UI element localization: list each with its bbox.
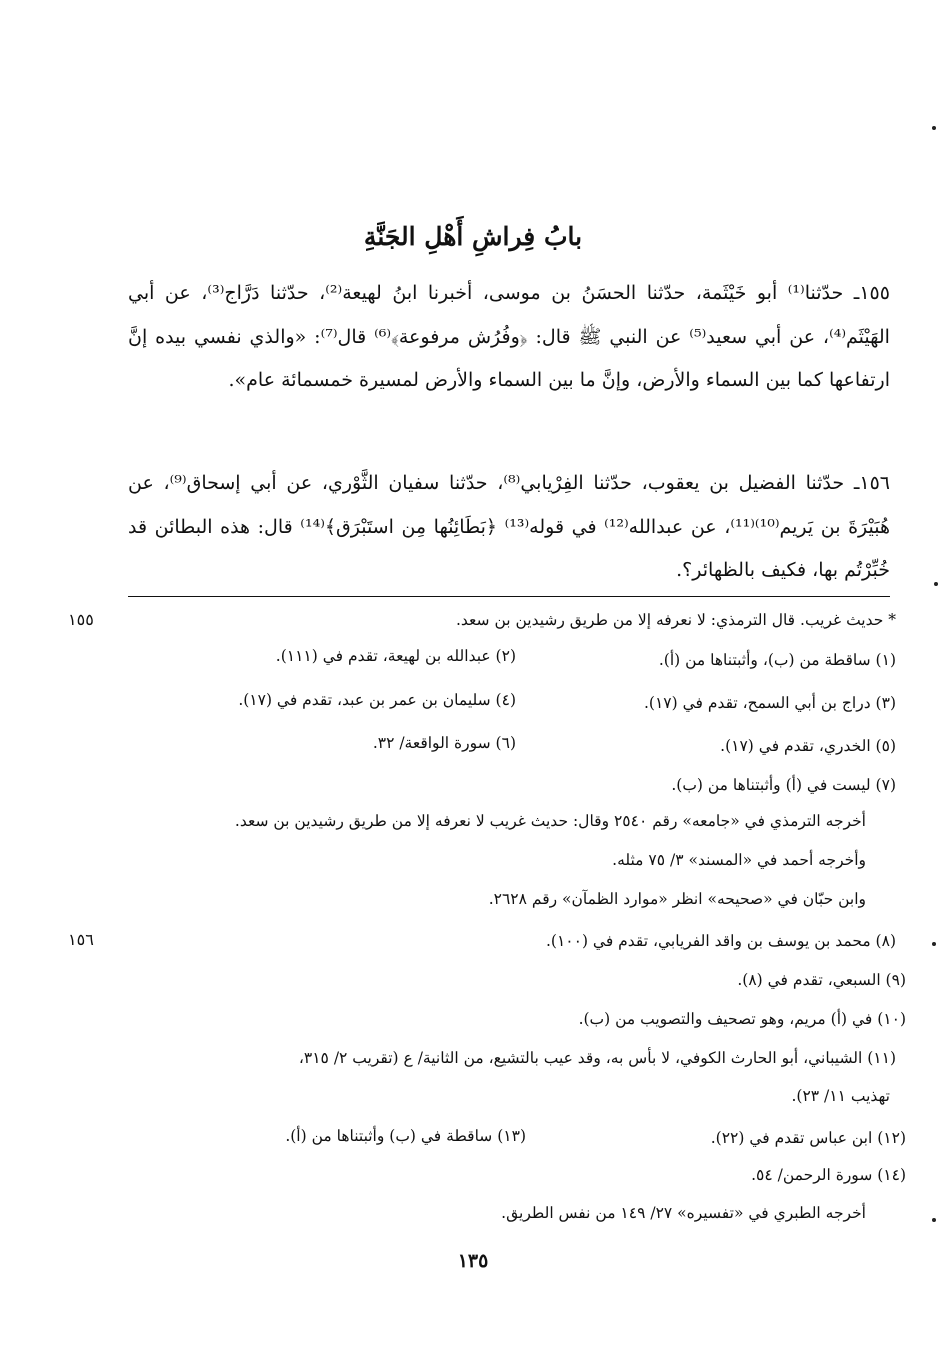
takhrij-155-ibn-hibban: وابن حبّان في «صحيحه» انظر «موارد الظمآن» رقم ٢٦٢٨.	[488, 890, 866, 908]
margin-number-155: ١٥٥	[68, 610, 94, 629]
footnote-11: (١١) الشيباني، أبو الحارث الكوفي، لا بأس به، وقد عيب بالتشيع، من الثانية/ ع (تقريب ٢/ ٣١٥،	[298, 1049, 896, 1067]
footnote-3: (٣) دراج بن أبي السمح، تقدم في (١٧).	[643, 694, 896, 712]
scan-speck	[934, 582, 938, 586]
page-number: ١٣٥	[457, 1250, 489, 1272]
footnote-7: (٧) ليست في (أ) وأثبتناها من (ب).	[671, 776, 896, 794]
footnote-6: (٦) سورة الواقعة/ ٣٢.	[372, 734, 516, 752]
footnote-10: (١٠) في (أ) مريم، وهو تصحيف والتصويب من (ب).	[578, 1010, 906, 1028]
footnote-11-continued: تهذيب ١١/ ٢٣).	[791, 1087, 890, 1105]
takhrij-155-tirmidhi: أخرجه الترمذي في «جامعه» رقم ٢٥٤٠ وقال: حديث غريب لا نعرفه إلا من طريق رشيدين بن سعد.	[234, 812, 866, 830]
scan-speck	[932, 942, 936, 946]
takhrij-156-tabari: أخرجه الطبري في «تفسيره» ٢٧/ ١٤٩ من نفس الطريق.	[501, 1204, 866, 1222]
footnote-13: (١٣) ساقطة في (ب) وأثبتناها من (أ).	[285, 1127, 526, 1145]
scan-speck	[932, 1218, 936, 1222]
footnote-9: (٩) السبعي، تقدم في (٨).	[737, 971, 906, 989]
hadith-155-text: ١٥٥ـ حدّثنا⁽¹⁾ أبو خَيْثَمة، حدّثنا الحسَنُ بن موسى، أخبرنا ابنُ لهيعة⁽²⁾، حدّثنا دَرَّاج⁽³⁾، عن أبي الهَيْثَم⁽⁴⁾، عن أبي سعيد⁽⁵⁾ عن النبي ﷺ قال: ﴿وفُرُش مرفوعة﴾⁽⁶⁾ قال⁽⁷⁾: «والذي نفسي بيده إنَّ ارتفاعها كما بين السماء والأرض، وإنَّ ما بين السماء والأرض لمسيرة خمسمائة عام».	[128, 282, 890, 391]
hadith-156-text: ١٥٦ـ حدّثنا الفضيل بن يعقوب، حدّثنا الفِرْيابي⁽⁸⁾، حدّثنا سفيان الثَّوْري، عن أبي إسحاق⁽⁹⁾، عن هُبَيْرَةَ بن يَريم⁽¹⁰⁾⁽¹¹⁾، عن عبدالله⁽¹²⁾ في قوله⁽¹³⁾ ﴿بَطَائِنُها مِن استَبْرَق﴾⁽¹⁴⁾ قال: هذه البطائن قد خُبِّرْتُم بها، فكيف بالظهائر؟.	[128, 472, 891, 581]
footnote-8: (٨) محمد بن يوسف بن واقد الفريابي، تقدم في (١٠٠).	[545, 932, 896, 950]
footnote-4: (٤) سليمان بن عمر بن عبد، تقدم في (١٧).	[238, 691, 516, 709]
footnote-14: (١٤) سورة الرحمن/ ٥٤.	[751, 1166, 906, 1184]
footnote-divider	[128, 596, 890, 597]
takhrij-155-ahmad: وأخرجه أحمد في «المسند» ٣/ ٧٥ مثله.	[612, 851, 866, 869]
footnote-star: * حديث غريب. قال الترمذي: لا نعرفه إلا من طريق رشيدين بن سعد.	[455, 611, 896, 629]
chapter-title: بابُ فِراشِ أَهْلِ الجَنَّةِ	[363, 222, 583, 251]
footnote-12: (١٢) ابن عباس تقدم في (٢٢).	[710, 1129, 906, 1147]
scan-speck	[932, 126, 936, 130]
margin-number-156: ١٥٦	[68, 930, 94, 949]
footnote-1: (١) ساقطة من (ب)، وأثبتناها من (أ).	[658, 651, 896, 669]
footnote-5: (٥) الخدري، تقدم في (١٧).	[720, 737, 896, 755]
footnote-2: (٢) عبدالله بن لهيعة، تقدم في (١١١).	[275, 647, 516, 665]
